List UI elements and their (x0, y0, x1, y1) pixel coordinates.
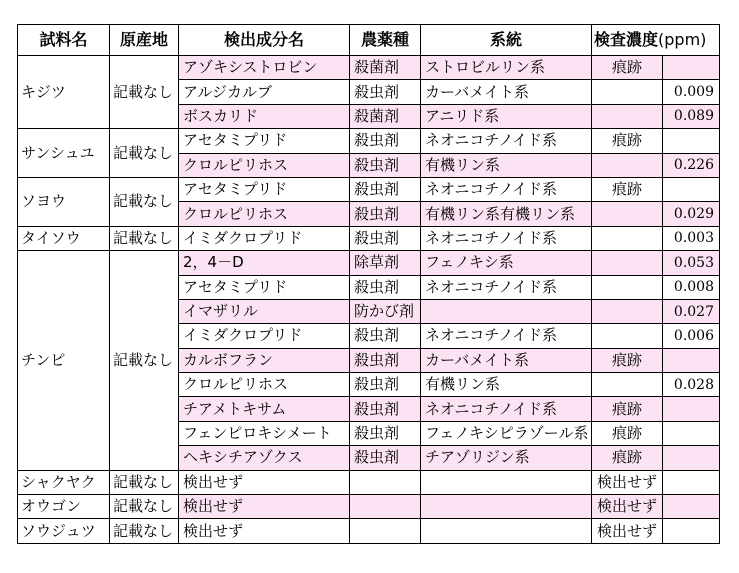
table-row (18, 226, 720, 250)
sample-name-cell: ソウジュツ (18, 519, 110, 543)
lineage-cell: ネオニコチノイド系 (421, 397, 592, 421)
header-type: 農薬種 (350, 25, 421, 56)
detection-cell: 痕跡 (592, 397, 663, 421)
lineage-cell: フェノキシピラゾール系 (421, 421, 592, 445)
header-row (18, 25, 720, 56)
pesticide-type-cell (350, 519, 421, 543)
pesticide-type-cell: 殺虫剤 (350, 373, 421, 397)
detection-cell (592, 153, 663, 177)
pesticide-type-cell (350, 495, 421, 519)
table-row (18, 56, 720, 80)
detection-cell: 検出せず (592, 470, 663, 494)
pesticide-type-cell: 殺菌剤 (350, 56, 421, 80)
concentration-value-cell: 0.028 (663, 373, 720, 397)
concentration-value-cell: 0.009 (663, 80, 720, 104)
concentration-value-cell (663, 348, 720, 372)
detection-cell (592, 202, 663, 226)
detection-cell (592, 324, 663, 348)
table-row (18, 177, 720, 201)
detection-cell: 検出せず (592, 519, 663, 543)
pesticide-type-cell: 殺虫剤 (350, 348, 421, 372)
concentration-value-cell (663, 177, 720, 201)
component-cell: カルボフラン (179, 348, 350, 372)
pesticide-type-cell: 殺虫剤 (350, 275, 421, 299)
origin-cell: 記載なし (110, 226, 179, 250)
pesticide-type-cell: 防かび剤 (350, 299, 421, 323)
concentration-value-cell (663, 519, 720, 543)
detection-cell: 痕跡 (592, 177, 663, 201)
header-component: 検出成分名 (179, 25, 350, 56)
component-cell: アセタミプリド (179, 275, 350, 299)
lineage-cell: 有機リン系 (421, 373, 592, 397)
table-row (18, 470, 720, 494)
lineage-cell: アニリド系 (421, 104, 592, 128)
component-cell: クロルピリホス (179, 202, 350, 226)
sample-name-cell: オウゴン (18, 495, 110, 519)
detection-cell (592, 275, 663, 299)
detection-cell: 検出せず (592, 495, 663, 519)
pesticide-type-cell: 殺虫剤 (350, 153, 421, 177)
concentration-value-cell: 0.006 (663, 324, 720, 348)
pesticide-type-cell: 殺虫剤 (350, 446, 421, 470)
component-cell: イミダクロプリド (179, 324, 350, 348)
origin-cell: 記載なし (110, 519, 179, 543)
concentration-value-cell: 0.226 (663, 153, 720, 177)
lineage-cell: ネオニコチノイド系 (421, 129, 592, 153)
detection-cell (592, 226, 663, 250)
pesticide-type-cell: 殺虫剤 (350, 397, 421, 421)
header-lineage: 系統 (421, 25, 592, 56)
table-row (18, 251, 720, 275)
detection-cell: 痕跡 (592, 446, 663, 470)
lineage-cell: チアゾリジン系 (421, 446, 592, 470)
concentration-value-cell: 0.027 (663, 299, 720, 323)
detection-cell (592, 299, 663, 323)
lineage-cell: カーバメイト系 (421, 80, 592, 104)
origin-cell: 記載なし (110, 129, 179, 178)
lineage-cell: ネオニコチノイド系 (421, 226, 592, 250)
pesticide-type-cell: 殺虫剤 (350, 226, 421, 250)
lineage-cell (421, 495, 592, 519)
component-cell: アセタミプリド (179, 177, 350, 201)
component-cell: イミダクロプリド (179, 226, 350, 250)
detection-cell: 痕跡 (592, 56, 663, 80)
detection-cell: 痕跡 (592, 129, 663, 153)
pesticide-type-cell: 殺虫剤 (350, 177, 421, 201)
concentration-value-cell (663, 421, 720, 445)
lineage-cell: ネオニコチノイド系 (421, 177, 592, 201)
component-cell: 検出せず (179, 495, 350, 519)
sample-name-cell: キジツ (18, 56, 110, 129)
concentration-value-cell: 0.053 (663, 251, 720, 275)
origin-cell: 記載なし (110, 177, 179, 226)
sample-name-cell: チンピ (18, 251, 110, 471)
pesticide-type-cell: 殺虫剤 (350, 129, 421, 153)
concentration-value-cell: 0.089 (663, 104, 720, 128)
component-cell: 検出せず (179, 519, 350, 543)
component-cell: 2，4－D (179, 251, 350, 275)
detection-cell: 痕跡 (592, 421, 663, 445)
table-row (18, 495, 720, 519)
lineage-cell (421, 299, 592, 323)
component-cell: ボスカリド (179, 104, 350, 128)
lineage-cell: フェノキシ系 (421, 251, 592, 275)
lineage-cell (421, 470, 592, 494)
detection-cell: 痕跡 (592, 348, 663, 372)
sample-name-cell: タイソウ (18, 226, 110, 250)
component-cell: ヘキシチアゾクス (179, 446, 350, 470)
header-unit-label: (ppm) (658, 30, 707, 49)
sample-name-cell: シャクヤク (18, 470, 110, 494)
detection-cell (592, 104, 663, 128)
lineage-cell: ネオニコチノイド系 (421, 275, 592, 299)
origin-cell: 記載なし (110, 56, 179, 129)
component-cell: アセタミプリド (179, 129, 350, 153)
component-cell: クロルピリホス (179, 373, 350, 397)
concentration-value-cell (663, 495, 720, 519)
detection-cell (592, 80, 663, 104)
detection-cell (592, 251, 663, 275)
component-cell: チアメトキサム (179, 397, 350, 421)
component-cell: フェンピロキシメート (179, 421, 350, 445)
detection-cell (592, 373, 663, 397)
concentration-value-cell: 0.008 (663, 275, 720, 299)
concentration-value-cell (663, 397, 720, 421)
concentration-value-cell: 0.029 (663, 202, 720, 226)
table-row (18, 519, 720, 543)
table-body (18, 56, 720, 544)
pesticide-type-cell: 殺虫剤 (350, 324, 421, 348)
pesticide-type-cell: 殺虫剤 (350, 421, 421, 445)
lineage-cell (421, 519, 592, 543)
component-cell: アルジカルブ (179, 80, 350, 104)
lineage-cell: 有機リン系有機リン系 (421, 202, 592, 226)
origin-cell: 記載なし (110, 251, 179, 471)
component-cell: 検出せず (179, 470, 350, 494)
sample-name-cell: ソヨウ (18, 177, 110, 226)
component-cell: クロルピリホス (179, 153, 350, 177)
component-cell: イマザリル (179, 299, 350, 323)
concentration-value-cell (663, 470, 720, 494)
pesticide-table (17, 24, 720, 544)
lineage-cell: 有機リン系 (421, 153, 592, 177)
header-origin: 原産地 (110, 25, 179, 56)
header-concentration-label: 検査濃度 (594, 30, 659, 49)
concentration-value-cell (663, 446, 720, 470)
concentration-value-cell (663, 56, 720, 80)
table-row (18, 129, 720, 153)
lineage-cell: カーバメイト系 (421, 348, 592, 372)
concentration-value-cell: 0.003 (663, 226, 720, 250)
pesticide-type-cell: 殺菌剤 (350, 104, 421, 128)
pesticide-type-cell: 除草剤 (350, 251, 421, 275)
origin-cell: 記載なし (110, 470, 179, 494)
pesticide-type-cell (350, 470, 421, 494)
origin-cell: 記載なし (110, 495, 179, 519)
sample-name-cell: サンシュユ (18, 129, 110, 178)
component-cell: アゾキシストロビン (179, 56, 350, 80)
header-sample: 試料名 (18, 25, 110, 56)
lineage-cell: ストロビルリン系 (421, 56, 592, 80)
pesticide-type-cell: 殺虫剤 (350, 80, 421, 104)
concentration-value-cell (663, 129, 720, 153)
pesticide-type-cell: 殺虫剤 (350, 202, 421, 226)
header-concentration (592, 25, 720, 56)
lineage-cell: ネオニコチノイド系 (421, 324, 592, 348)
